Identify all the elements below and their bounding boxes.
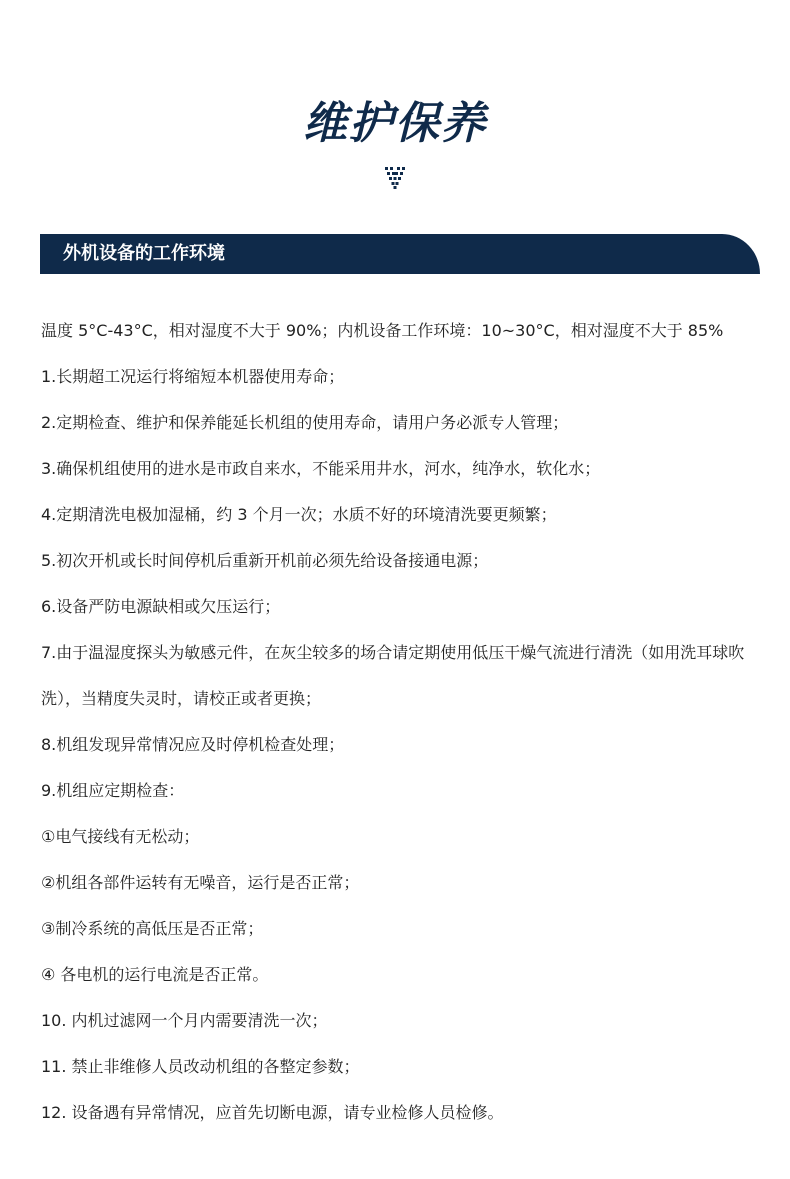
chevron-dots-icon: [383, 165, 407, 189]
list-item: ②机组各部件运转有无噪音，运行是否正常；: [41, 873, 360, 892]
list-item: 5.初次开机或长时间停机后重新开机前必须先给设备接通电源；: [41, 551, 489, 570]
list-item: 4.定期清洗电极加湿桶，约 3 个月一次；水质不好的环境清洗要更频繁；: [41, 505, 557, 524]
page-title: 维护保养: [303, 98, 487, 149]
list-item: 3.确保机组使用的进水是市政自来水，不能采用井水，河水，纯净水，软化水；: [41, 459, 601, 478]
list-item: 7.由于温湿度探头为敏感元件，在灰尘较多的场合请定期使用低压干燥气流进行清洗（如用洗耳球吹洗），当精度失灵时，请校正或者更换；: [41, 643, 745, 708]
list-item: 12. 设备遇有异常情况，应首先切断电源，请专业检修人员检修。: [41, 1103, 504, 1122]
list-item: 2.定期检查、维护和保养能延长机组的使用寿命，请用户务必派专人管理；: [41, 413, 569, 432]
list-item: 1.长期超工况运行将缩短本机器使用寿命；: [41, 367, 345, 386]
list-item: 10. 内机过滤网一个月内需要清洗一次；: [41, 1011, 328, 1030]
list-item: ④ 各电机的运行电流是否正常。: [41, 965, 269, 984]
list-item: ①电气接线有无松动；: [41, 827, 200, 846]
list-item: 8.机组发现异常情况应及时停机检查处理；: [41, 735, 345, 754]
list-item: 9.机组应定期检查：: [41, 781, 185, 800]
list-item: ③制冷系统的高低压是否正常；: [41, 919, 264, 938]
list-item: 11. 禁止非维修人员改动机组的各整定参数；: [41, 1057, 360, 1076]
list-item: 6.设备严防电源缺相或欠压运行；: [41, 597, 281, 616]
content-body: [41, 308, 766, 1136]
section-banner: [40, 234, 760, 274]
section-title: 外机设备的工作环境: [63, 243, 225, 264]
intro-paragraph: 温度 5°C-43°C，相对湿度不大于 90%；内机设备工作环境：10~30°C，相对湿度不大于 85%: [41, 321, 724, 340]
